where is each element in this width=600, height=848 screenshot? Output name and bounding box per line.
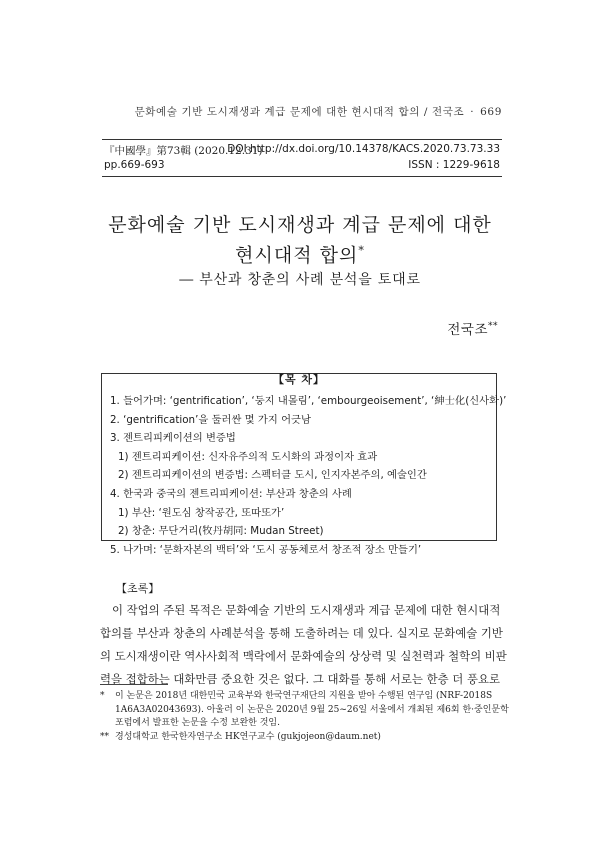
abstract-line: 합의를 부산과 창춘의 사례분석을 통해 도출하려는 데 있다. 실지로 문화예술 기반	[100, 626, 503, 640]
journal-citation: 『中國學』第73輯 (2020.12.31)	[104, 145, 263, 157]
footnote-mark: *	[100, 691, 105, 701]
toc-item: 1. 들어가며: ‘gentrification’, ‘둥지 내몰림’, ‘embourgeoisement’, ‘紳士化(신사화)’	[110, 395, 507, 407]
article-meta-box	[102, 139, 502, 177]
running-header-title: 문화예술 기반 도시재생과 계급 문제에 대한 현시대적 합의 / 전국조	[134, 106, 465, 118]
page-number: 669	[480, 106, 502, 118]
abstract-line: 이 작업의 주된 목적은 문화예술 기반의 도시재생과 계급 문제에 대한 현시대적	[112, 603, 501, 617]
toc-item: 3. 젠트리피케이션의 변증법	[110, 432, 236, 445]
running-header	[135, 104, 502, 119]
footnotes	[100, 690, 509, 744]
title-line-2	[235, 238, 365, 268]
footnote-line	[100, 731, 502, 745]
meta-row-2	[104, 159, 500, 171]
toc-item: 2) 젠트리피케이션의 변증법: 스펙터클 도시, 인지자본주의, 예술인간	[118, 469, 427, 482]
toc-heading: 【목 차】	[272, 373, 326, 386]
footnote-line	[100, 690, 502, 704]
title-footnote-mark: *	[358, 244, 365, 257]
author-name: 전국조	[447, 322, 488, 338]
footnote-text: 포럼에서 발표한 논문을 수정 보완한 것임.	[115, 718, 280, 728]
toc-item: 2) 창춘: 무단거리(牧丹胡同: Mudan Street)	[118, 525, 324, 538]
page-range: pp.669-693	[104, 159, 165, 171]
footnote-text: 1A6A3A02043693). 아울러 이 논문은 2020년 9월 25~26일 서울에서 개최된 제6회 한·중인문학	[115, 704, 509, 715]
toc-item: 1) 부산: ‘원도심 창작공간, 또따또가’	[118, 506, 285, 519]
abstract-body	[100, 599, 507, 691]
toc-item: 4. 한국과 중국의 젠트리피케이션: 부산과 창춘의 사례	[110, 487, 352, 500]
title-line-2-text: 현시대적 합의	[235, 244, 359, 267]
footnote-text: 경성대학교 한국한자연구소 HK연구교수 (gukjojeon@daum.net)	[115, 731, 381, 742]
footnote-mark: **	[100, 731, 109, 742]
issn: ISSN : 1229-9618	[408, 159, 500, 171]
title-line-1: 문화예술 기반 도시재생과 계급 문제에 대한	[108, 214, 492, 236]
abstract-label: 【초록】	[116, 582, 160, 595]
footnote-rule	[100, 684, 168, 685]
doi: DOI http://dx.doi.org/10.14378/KACS.2020.73.73.33	[227, 143, 500, 155]
subtitle: ― 부산과 창춘의 사례 분석을 토대로	[179, 272, 421, 289]
footnote-text: 이 논문은 2018년 대한민국 교육부와 한국연구재단의 지원을 받아 수행된 연구임 (NRF-2018S	[115, 691, 493, 701]
author	[447, 318, 498, 338]
footnote-line	[100, 717, 502, 731]
toc-item: 2. ‘gentrification’을 둘러싼 몇 가지 어긋남	[110, 413, 311, 426]
title-block	[60, 212, 540, 290]
abstract-line: 력을 접합하는 대화만큼 중요한 것은 없다. 그 대화를 통해 서로는 한층 더 풍요로	[100, 672, 500, 686]
meta-row-1	[104, 143, 500, 158]
table-of-contents	[101, 373, 507, 556]
abstract-line: 의 도시재생이란 역사사회적 맥락에서 문화예술의 상상력 및 실천력과 철학의 비판	[100, 649, 507, 663]
toc-item: 5. 나가며: ‘문화자본의 백터’와 ‘도시 공동체로서 창조적 장소 만들기’	[110, 543, 422, 556]
author-footnote-mark: **	[488, 321, 498, 332]
toc-list	[102, 392, 507, 559]
footnote-line	[100, 704, 509, 718]
running-header-separator: ·	[470, 106, 475, 118]
toc-item: 1) 젠트리피케이션: 신자유주의적 도시화의 과정이자 효과	[118, 450, 378, 463]
